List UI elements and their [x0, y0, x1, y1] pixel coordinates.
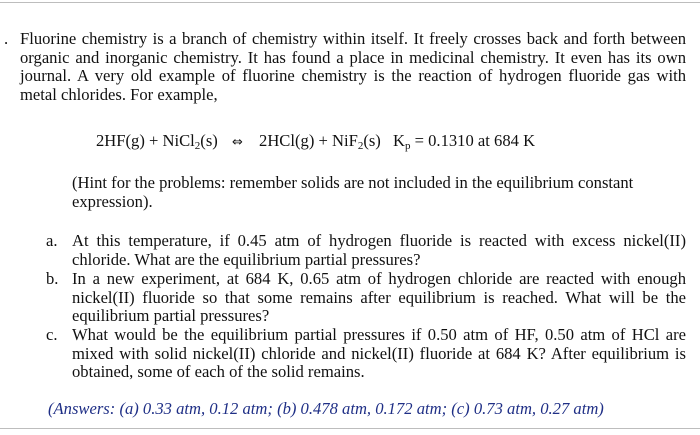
hint-text: (Hint for the problems: remember solids are not included in the equilibrium constant expression). [72, 173, 634, 211]
problem-c-text: What would be the equilibrium partial pressures if 0.50 atm of HF, 0.50 atm of HCl are mixed with solid nickel(II) chloride and nickel(II) fluoride at 684 K? After equilibrium is obtained, some of each of the solid remains. [72, 324, 686, 382]
intro-paragraph: Fluorine chemistry is a branch of chemistry within itself. It freely crosses back and forth between organic and inorganic chemistry. It has found a place in medicinal chemistry. It even has its own journal. A very old example of fluorine chemistry is the reaction of hydrogen fluoride gas with metal chlorides. For example, [20, 29, 686, 104]
intro-bullet: . [4, 29, 9, 48]
bottom-rule [0, 428, 700, 429]
problem-b-marker: b. [46, 269, 59, 289]
equation-reactant-subscript: 2 [194, 140, 201, 152]
problem-c [46, 326, 686, 382]
problem-a [46, 232, 686, 269]
reaction-equation [96, 131, 535, 153]
problem-b-text: In a new experiment, at 684 K, 0.65 atm of hydrogen chloride are reacted with enough nickel(II) fluoride so that some remains after equilibrium is reached. What will be the equilibrium partial pressures? [72, 269, 686, 326]
problem-b [46, 270, 686, 326]
problem-list [46, 232, 686, 382]
k-subscript: p [404, 140, 411, 152]
top-rule [0, 2, 700, 3]
equation-product-subscript: 2 [357, 140, 364, 152]
equation-products: 2HCl(g) + NiF [259, 131, 358, 150]
equation-reactant-state: (s) [200, 131, 218, 150]
k-value: = 0.1310 at 684 K [410, 131, 536, 150]
problem-a-marker: a. [46, 231, 58, 250]
k-symbol: K [393, 131, 405, 150]
problem-c-marker: c. [46, 324, 58, 344]
answers-text: (Answers: (a) 0.33 atm, 0.12 atm; (b) 0.478 atm, 0.172 atm; (c) 0.73 atm, 0.27 atm) [48, 399, 604, 418]
equation-product-state: (s) [363, 131, 381, 150]
problem-a-text: At this temperature, if 0.45 atm of hydrogen fluoride is reacted with excess nickel(II) chloride. What are the equilibrium partial pressures? [72, 231, 686, 269]
equation-reactants: 2HF(g) + NiCl [96, 131, 195, 150]
equilibrium-arrow-icon: ⇔ [231, 135, 243, 150]
equilibrium-constant [393, 131, 535, 150]
